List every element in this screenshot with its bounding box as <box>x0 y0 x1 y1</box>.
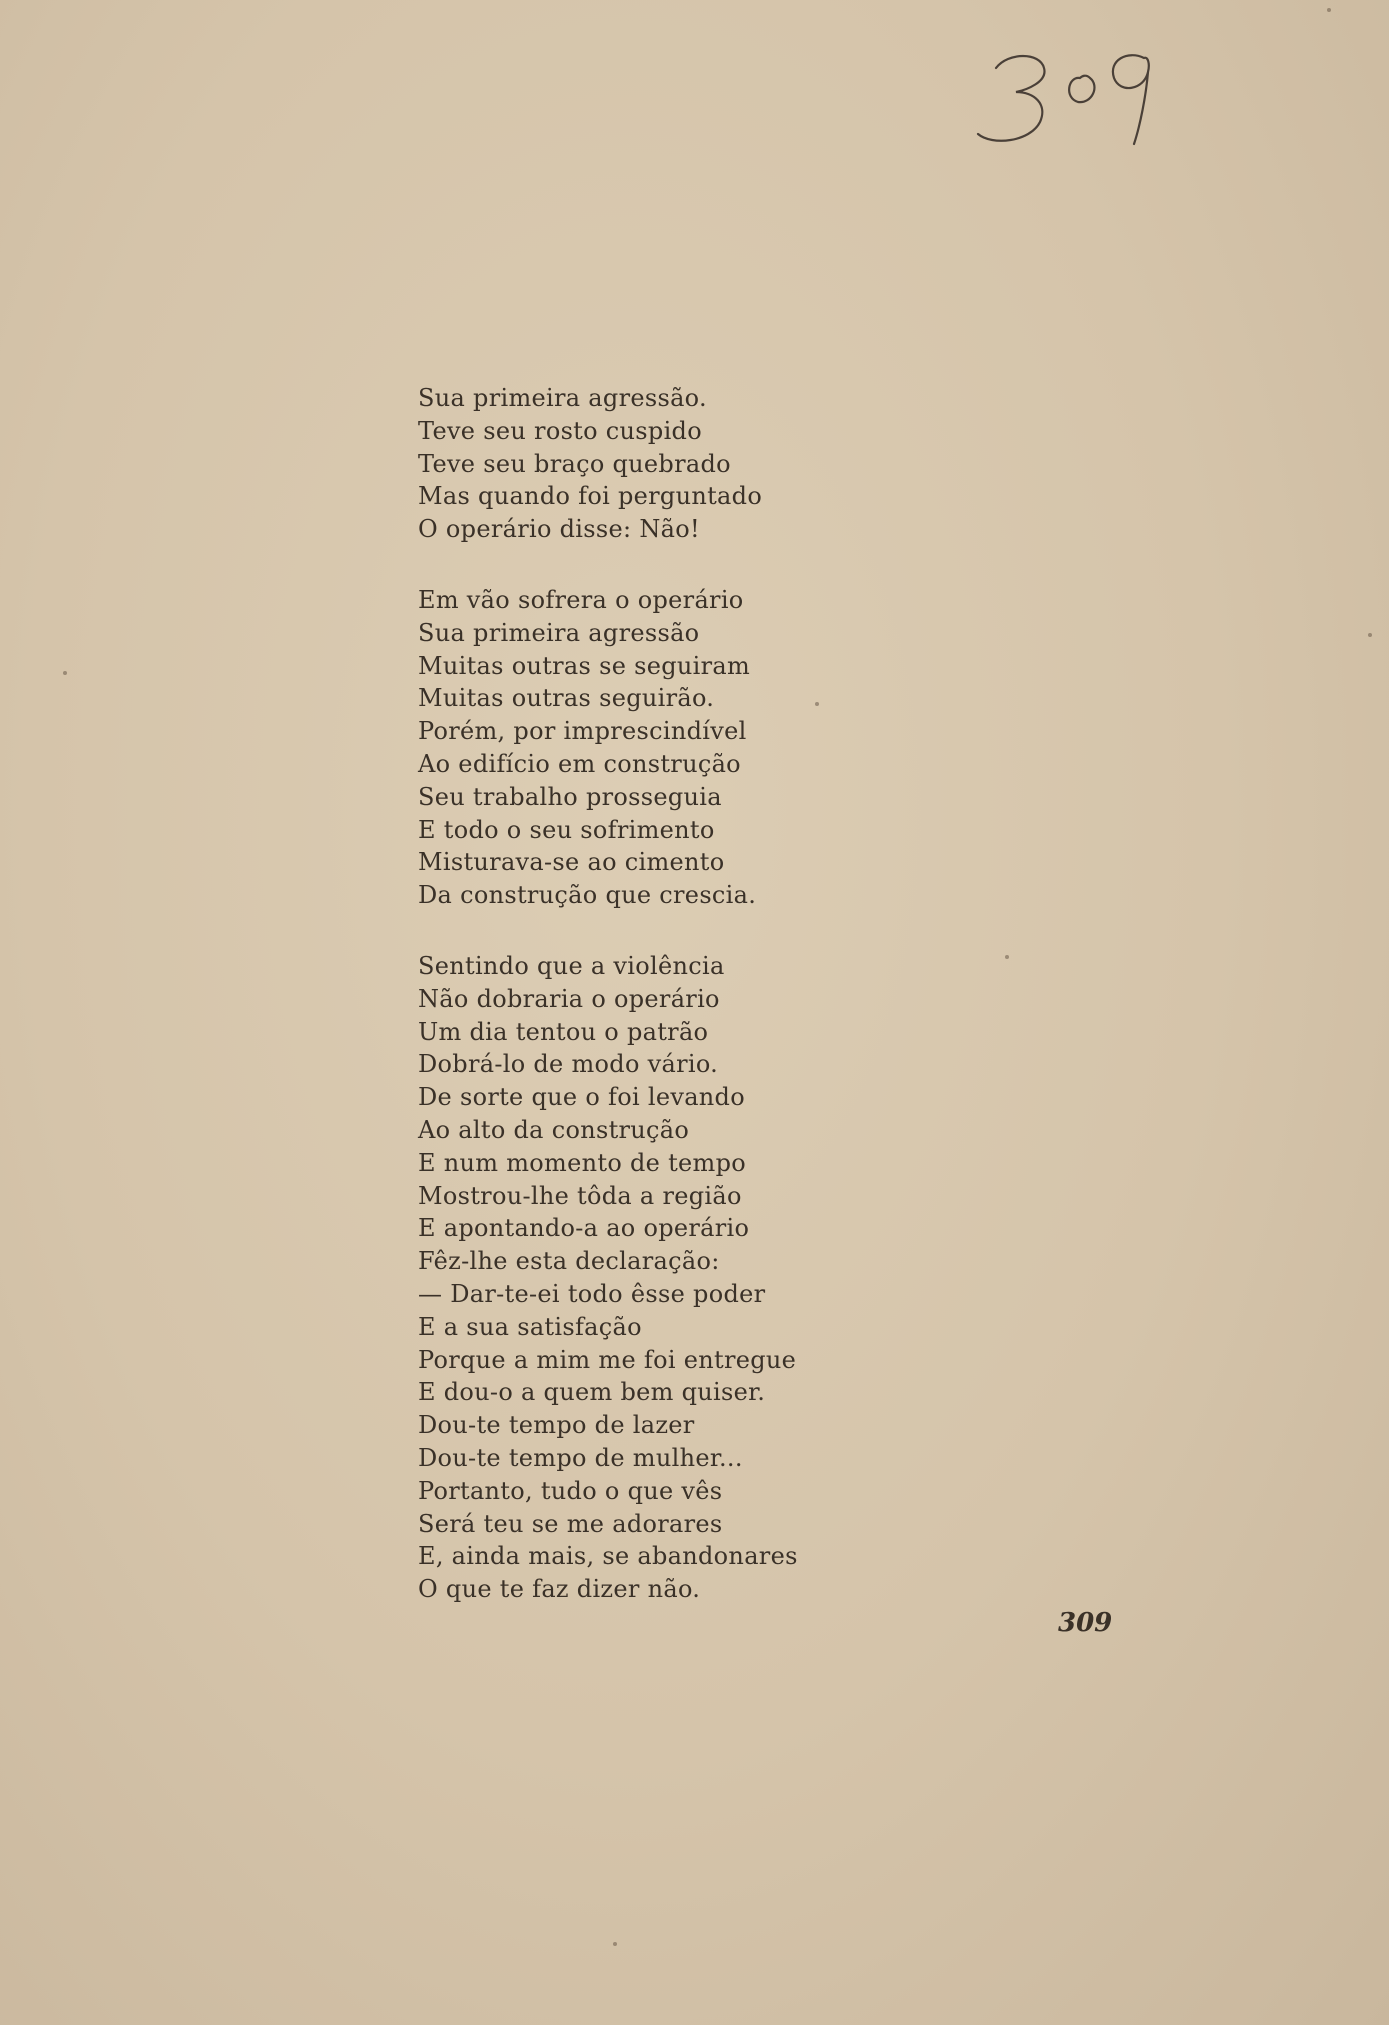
handwritten-numeral-drawing <box>968 38 1188 158</box>
poem-line: Da construção que crescia. <box>418 881 757 910</box>
poem-line: E todo o seu sofrimento <box>418 815 715 844</box>
stanza-3 <box>418 950 898 1606</box>
poem-line: E apontando-a ao operário <box>418 1214 750 1243</box>
poem-line: Um dia tentou o patrão <box>418 1017 709 1046</box>
poem-line: Fêz-lhe esta declaração: <box>418 1247 720 1276</box>
poem-line: E a sua satisfação <box>418 1312 642 1341</box>
paper-speck <box>613 1942 617 1946</box>
poem-line: Não dobraria o operário <box>418 984 720 1013</box>
handwritten-page-number <box>968 38 1188 158</box>
poem-line: O que te faz dizer não. <box>418 1575 701 1604</box>
poem-line: Sentindo que a violência <box>418 951 725 980</box>
poem-line: Porém, por imprescindível <box>418 717 747 746</box>
poem-line: O operário disse: Não! <box>418 515 700 544</box>
printed-page-number: 309 <box>1058 1608 1113 1638</box>
paper-speck <box>1368 633 1372 637</box>
poem-line: Mostrou-lhe tôda a região <box>418 1181 742 1210</box>
poem-line: E, ainda mais, se abandonares <box>418 1542 798 1571</box>
paper-speck <box>1327 8 1331 12</box>
poem-line: — Dar-te-ei todo êsse poder <box>418 1279 766 1308</box>
paper-speck <box>63 671 67 675</box>
poem-line: Misturava-se ao cimento <box>418 848 725 877</box>
poem-line: Dou-te tempo de lazer <box>418 1411 695 1440</box>
poem-line: Mas quando foi perguntado <box>418 482 763 511</box>
poem-line: Teve seu rosto cuspido <box>418 416 702 445</box>
paper-speck <box>815 702 819 706</box>
poem-line: Ao alto da construção <box>418 1115 690 1144</box>
poem-line: Sua primeira agressão. <box>418 384 707 412</box>
poem-line: Portanto, tudo o que vês <box>418 1476 723 1505</box>
poem-line: Teve seu braço quebrado <box>418 449 731 478</box>
poem-line: Seu trabalho prosseguia <box>418 782 722 811</box>
poem-line: Será teu se me adorares <box>418 1509 723 1538</box>
poem-text <box>418 382 898 1606</box>
stanza-2 <box>418 584 898 912</box>
poem-line: Muitas outras se seguiram <box>418 651 751 680</box>
stanza-1 <box>418 382 898 546</box>
paper-speck <box>1005 955 1009 959</box>
poem-line: E num momento de tempo <box>418 1148 747 1177</box>
poem-line: E dou-o a quem bem quiser. <box>418 1378 766 1407</box>
poem-line: Ao edifício em construção <box>418 749 741 778</box>
poem-line: Dou-te tempo de mulher... <box>418 1443 743 1472</box>
poem-line: Muitas outras seguirão. <box>418 684 715 713</box>
poem-line: Dobrá-lo de modo vário. <box>418 1050 719 1079</box>
poem-line: Em vão sofrera o operário <box>418 585 744 614</box>
poem-line: Porque a mim me foi entregue <box>418 1345 797 1374</box>
poem-line: De sorte que o foi levando <box>418 1083 745 1112</box>
poem-line: Sua primeira agressão <box>418 618 700 647</box>
